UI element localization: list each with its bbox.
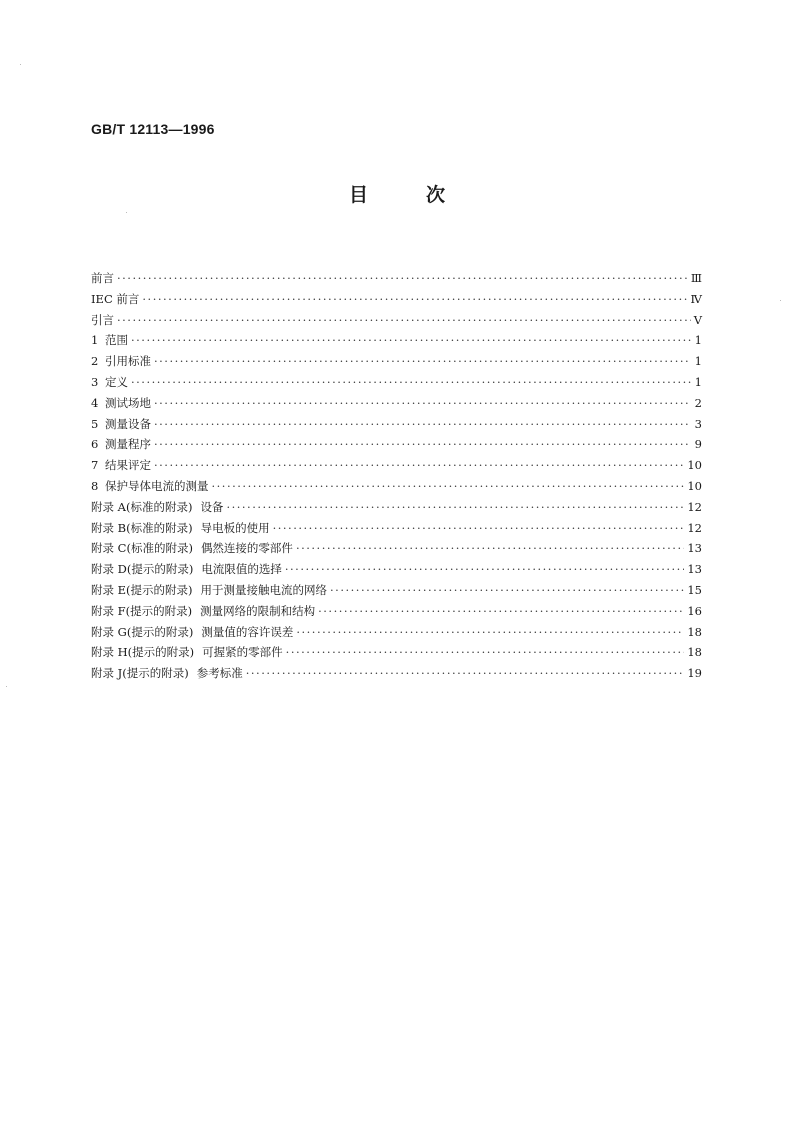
toc-entry[interactable] — [91, 372, 702, 393]
toc-leader-dots — [285, 559, 685, 580]
toc-entry[interactable] — [91, 330, 702, 351]
toc-entry-subtitle: 用于测量接触电流的网络 — [200, 582, 328, 597]
scan-speck — [6, 686, 7, 687]
toc-leader-dots — [154, 434, 691, 455]
toc-entry-page: 13 — [687, 541, 702, 556]
scan-speck — [20, 64, 21, 65]
toc-entry-number: 8 — [91, 478, 99, 493]
toc-entry-title: 附录 J(提示的附录) — [91, 666, 189, 681]
toc-entry-title: 前言 — [91, 271, 114, 285]
toc-entry-number: 2 — [91, 354, 99, 369]
toc-entry-title: 测量设备 — [105, 416, 151, 431]
toc-entry-page: 19 — [687, 666, 702, 681]
toc-leader-dots — [246, 663, 685, 684]
toc-entry[interactable] — [91, 580, 702, 601]
toc-entry[interactable] — [91, 455, 702, 476]
toc-entry-label — [91, 330, 128, 351]
toc-entry-label — [91, 559, 282, 580]
toc-leader-dots — [296, 538, 684, 559]
toc-leader-dots — [226, 497, 684, 518]
toc-entry-title: 附录 F(提示的附录) — [91, 603, 193, 618]
toc-entry-label — [91, 414, 151, 435]
toc-entry[interactable] — [91, 601, 702, 622]
toc-entry-label — [91, 476, 209, 497]
document-code: GB/T 12113—1996 — [91, 121, 215, 137]
toc-entry-number: 1 — [91, 333, 99, 348]
toc-entry-page: 2 — [694, 395, 702, 410]
toc-entry-title: 附录 G(提示的附录) — [91, 624, 194, 639]
toc-leader-dots — [117, 310, 691, 331]
toc-entry-page: 1 — [694, 354, 702, 369]
toc-entry-label — [91, 518, 270, 539]
toc-entry[interactable] — [91, 518, 702, 539]
toc-entry-page: 10 — [687, 478, 702, 493]
toc-leader-dots — [117, 268, 688, 289]
toc-entry-label — [91, 455, 151, 476]
toc-entry-label — [91, 310, 114, 331]
toc-entry[interactable] — [91, 268, 702, 289]
toc-entry[interactable] — [91, 497, 702, 518]
toc-entry[interactable] — [91, 310, 702, 331]
toc-entry-page: 1 — [694, 374, 702, 389]
toc-entry-page: Ⅴ — [693, 312, 702, 327]
toc-entry-title: 引言 — [91, 312, 114, 327]
toc-entry-title: 附录 B(标准的附录) — [91, 520, 193, 535]
toc-entry[interactable] — [91, 642, 702, 663]
toc-entry-subtitle: 设备 — [200, 499, 224, 514]
toc-entry-page: 18 — [687, 645, 702, 660]
toc-entry-subtitle: 测量网络的限制和结构 — [200, 603, 316, 618]
toc-entry[interactable] — [91, 414, 702, 435]
toc-entry-title: 引用标准 — [105, 354, 151, 369]
toc-entry[interactable] — [91, 476, 702, 497]
toc-entry-number: 3 — [91, 374, 99, 389]
toc-entry-title: 保护导体电流的测量 — [105, 478, 209, 493]
toc-entry-label — [91, 580, 327, 601]
toc-entry-subtitle: 偶然连接的零部件 — [200, 541, 293, 556]
toc-leader-dots — [273, 518, 685, 539]
scan-speck — [780, 300, 781, 301]
toc-entry-title: 范围 — [105, 333, 128, 348]
toc-leader-dots — [154, 351, 691, 372]
toc-entry-title: 附录 C(标准的附录) — [91, 541, 193, 556]
toc-entry-label — [91, 497, 223, 518]
toc-entry[interactable] — [91, 663, 702, 684]
toc-entry-page: 1 — [694, 333, 702, 348]
toc-entry-label — [91, 538, 293, 559]
toc-entry-title: 结果评定 — [105, 458, 151, 473]
toc-entry-page: Ⅲ — [690, 271, 702, 285]
toc-entry-label — [91, 663, 243, 684]
toc-leader-dots — [142, 289, 687, 310]
toc-entry[interactable] — [91, 622, 702, 643]
toc-leader-dots — [318, 601, 684, 622]
toc-leader-dots — [131, 372, 691, 393]
toc-entry-label — [91, 289, 139, 310]
toc-entry-page: 18 — [687, 624, 702, 639]
toc-entry-title: 附录 A(标准的附录) — [91, 499, 193, 514]
toc-entry-page: 13 — [687, 562, 702, 577]
toc-leader-dots — [154, 414, 691, 435]
toc-entry-subtitle: 电流限值的选择 — [201, 562, 282, 577]
toc-entry[interactable] — [91, 393, 702, 414]
toc-entry-subtitle: 参考标准 — [196, 666, 243, 681]
toc-entry-title: 附录 D(提示的附录) — [91, 562, 194, 577]
toc-entry-subtitle: 导电板的使用 — [200, 520, 270, 535]
toc-entry-label — [91, 268, 114, 289]
scan-speck — [126, 212, 127, 213]
toc-title: 目次 — [348, 184, 503, 206]
toc-entry-page: 9 — [694, 437, 702, 452]
toc-entry[interactable] — [91, 538, 702, 559]
toc-leader-dots — [296, 622, 684, 643]
toc-entry-label — [91, 351, 151, 372]
toc-entry-label — [91, 434, 151, 455]
toc-entry-page: 10 — [687, 458, 702, 473]
toc-entry-page: 15 — [687, 582, 702, 597]
table-of-contents — [91, 268, 702, 684]
toc-entry-label — [91, 622, 293, 643]
toc-entry-page: Ⅳ — [690, 291, 702, 306]
toc-entry-number: 7 — [91, 458, 99, 473]
toc-leader-dots — [286, 642, 685, 663]
toc-leader-dots — [131, 330, 691, 351]
toc-entry[interactable] — [91, 434, 702, 455]
toc-entry-number: 6 — [91, 437, 99, 452]
toc-entry-title: 测量程序 — [105, 437, 151, 452]
toc-entry[interactable] — [91, 351, 702, 372]
toc-entry-page: 12 — [687, 499, 702, 514]
toc-entry-page: 12 — [687, 520, 702, 535]
toc-entry-label — [91, 642, 283, 663]
toc-entry-number: 5 — [91, 416, 99, 431]
toc-leader-dots — [154, 393, 691, 414]
toc-leader-dots — [330, 580, 684, 601]
toc-entry[interactable] — [91, 289, 702, 310]
toc-entry-page: 3 — [694, 416, 702, 431]
toc-entry-subtitle: 可握紧的零部件 — [202, 645, 283, 660]
toc-entry-page: 16 — [687, 603, 702, 618]
toc-leader-dots — [154, 455, 684, 476]
toc-entry-title: 测试场地 — [105, 395, 151, 410]
toc-entry-label — [91, 393, 151, 414]
toc-entry-label — [91, 601, 315, 622]
toc-entry-title: IEC 前言 — [91, 291, 140, 306]
toc-entry-label — [91, 372, 128, 393]
toc-entry-title: 附录 H(提示的附录) — [91, 645, 195, 660]
toc-entry-title: 附录 E(提示的附录) — [91, 582, 193, 597]
toc-entry-title: 定义 — [105, 374, 128, 389]
toc-entry-subtitle: 测量值的容许误差 — [201, 624, 294, 639]
toc-leader-dots — [212, 476, 685, 497]
toc-entry-number: 4 — [91, 395, 99, 410]
toc-entry[interactable] — [91, 559, 702, 580]
